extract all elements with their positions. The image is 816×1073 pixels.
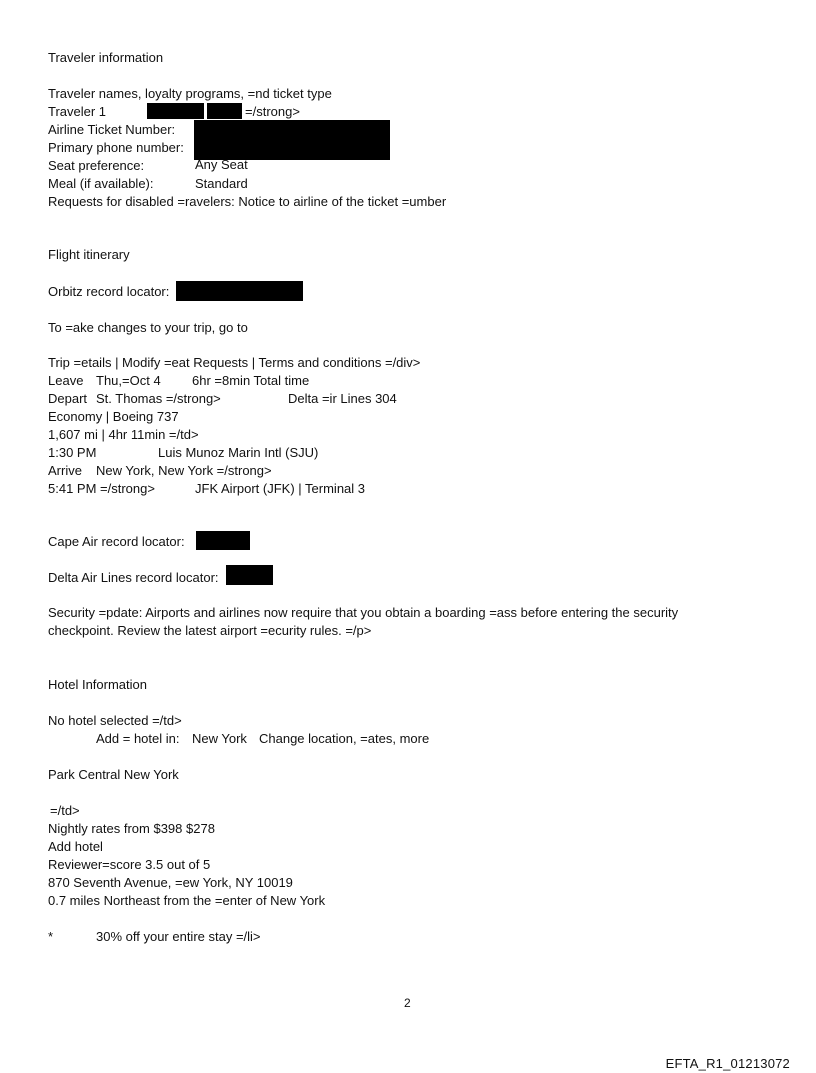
itinerary-heading: Flight itinerary	[48, 247, 130, 262]
seat-preference-value: Any Seat	[195, 157, 248, 172]
orbitz-locator-label: Orbitz record locator:	[48, 284, 170, 299]
leave-label: Leave	[48, 373, 84, 388]
no-hotel-selected: No hotel selected =/td>	[48, 713, 182, 728]
document-id-footer: EFTA_R1_01213072	[665, 1056, 790, 1071]
distance-duration: 1,607 mi | 4hr 11min =/td>	[48, 427, 199, 442]
security-update-line2: checkpoint. Review the latest airport =ecurity rules. =/p>	[48, 623, 372, 638]
traveler-heading: Traveler information	[48, 50, 164, 65]
meal-label: Meal (if available):	[48, 176, 154, 191]
add-hotel-text: Add hotel	[48, 839, 103, 854]
nightly-rates: Nightly rates from $398 $278	[48, 821, 215, 836]
hotel-name: Park Central New York	[48, 767, 179, 782]
redaction-box	[196, 531, 250, 550]
cabin-aircraft: Economy | Boeing 737	[48, 409, 179, 424]
add-hotel-label: Add = hotel in:	[96, 731, 180, 746]
page-number: 2	[404, 996, 411, 1010]
hotel-address: 870 Seventh Avenue, =ew York, NY 10019	[48, 875, 293, 890]
airline-flight: Delta =ir Lines 304	[288, 391, 397, 406]
phone-number-label: Primary phone number:	[48, 140, 184, 155]
security-update-line1: Security =pdate: Airports and airlines now require that you obtain a boarding =ass before entering the security	[48, 605, 679, 620]
ticket-number-label: Airline Ticket Number:	[48, 122, 176, 137]
discount-offer: 30% off your entire stay =/li>	[96, 929, 261, 944]
depart-label: Depart	[48, 391, 88, 406]
changes-text: To =ake changes to your trip, go to	[48, 320, 248, 335]
seat-preference-label: Seat preference:	[48, 158, 145, 173]
redaction-box	[176, 281, 303, 301]
depart-time: 1:30 PM	[48, 445, 97, 460]
td-close-fragment: =/td>	[50, 803, 80, 818]
add-hotel-city: New York	[192, 731, 247, 746]
arrive-label: Arrive	[48, 463, 82, 478]
hotel-distance: 0.7 miles Northeast from the =enter of New York	[48, 893, 326, 908]
total-time: 6hr =8min Total time	[192, 373, 310, 388]
hotel-heading: Hotel Information	[48, 677, 147, 692]
redaction-box	[226, 565, 273, 585]
redaction-box	[207, 103, 242, 119]
reviewer-score: Reviewer=score 3.5 out of 5	[48, 857, 211, 872]
redaction-box	[147, 103, 204, 119]
depart-airport: Luis Munoz Marin Intl (SJU)	[158, 445, 319, 460]
disabled-travelers-note: Requests for disabled =ravelers: Notice to airline of the ticket =umber	[48, 194, 447, 209]
depart-city: St. Thomas =/strong>	[96, 391, 221, 406]
change-location-link: Change location, =ates, more	[259, 731, 430, 746]
trip-links-line: Trip =etails | Modify =eat Requests | Terms and conditions =/div>	[48, 355, 421, 370]
redaction-box	[194, 120, 390, 160]
bullet-marker: *	[48, 929, 54, 944]
delta-locator-label: Delta Air Lines record locator:	[48, 570, 219, 585]
leave-date: Thu,=Oct 4	[96, 373, 161, 388]
traveler1-label: Traveler 1	[48, 104, 107, 119]
arrive-city: New York, New York =/strong>	[96, 463, 272, 478]
arrive-time: 5:41 PM =/strong>	[48, 481, 155, 496]
meal-value: Standard	[195, 176, 248, 191]
traveler-subheading: Traveler names, loyalty programs, =nd ticket type	[48, 86, 332, 101]
cape-air-locator-label: Cape Air record locator:	[48, 534, 185, 549]
traveler1-suffix: =/strong>	[245, 104, 300, 119]
arrive-airport: JFK Airport (JFK) | Terminal 3	[195, 481, 366, 496]
